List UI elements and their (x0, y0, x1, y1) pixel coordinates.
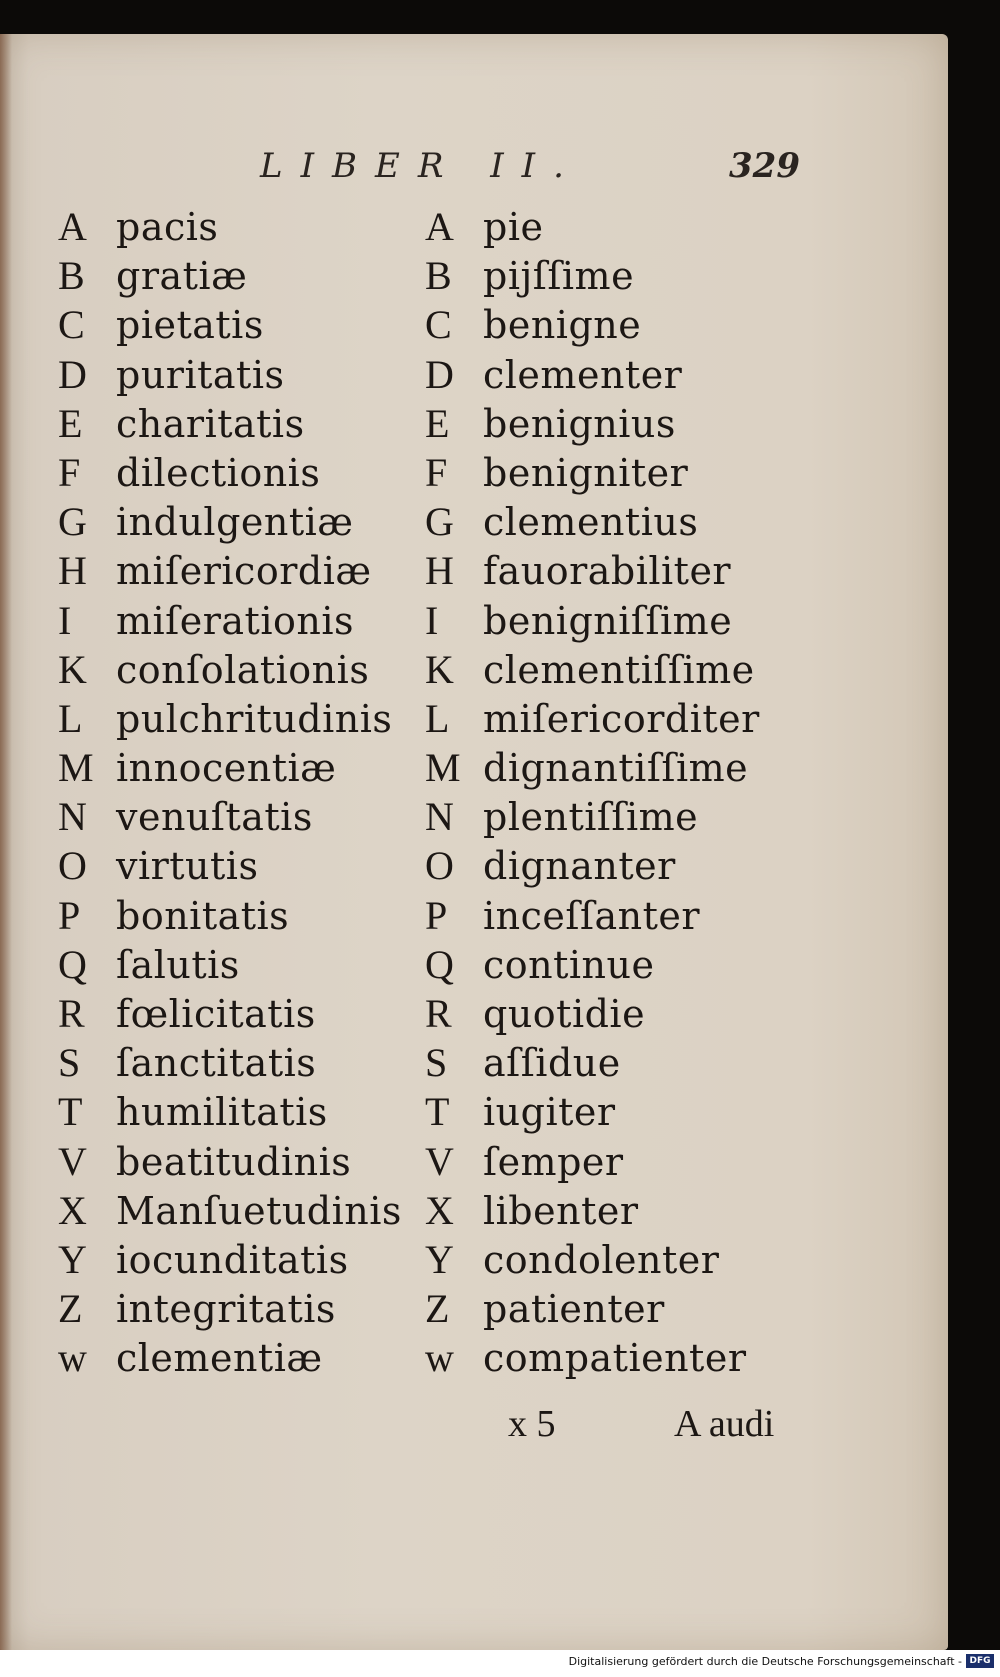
entry-word: beatitudinis (116, 1139, 352, 1184)
page-header (260, 146, 800, 190)
right-column-entry (425, 202, 805, 251)
entry-word: charitatis (116, 401, 305, 446)
right-column-entry (425, 596, 805, 645)
entry-word: pulchritudinis (116, 696, 393, 741)
entry-letter: T (58, 1089, 83, 1135)
entry-letter: A (425, 204, 454, 249)
right-column-entry (425, 989, 805, 1038)
entry-word: fœlicitatis (116, 992, 316, 1036)
right-column-entry (425, 448, 805, 497)
left-column-entry (58, 1137, 438, 1186)
left-column-entry (58, 891, 438, 940)
entry-word: indulgentiæ (116, 500, 354, 545)
entry-letter: Q (425, 941, 454, 987)
entry-letter: Q (58, 941, 87, 987)
entry-word: pietatis (116, 303, 264, 348)
left-column-entry (58, 792, 438, 841)
left-column-entry (58, 694, 438, 743)
left-column-entry (58, 1087, 438, 1136)
entry-letter: C (425, 302, 452, 348)
entry-word: ſalutis (116, 942, 240, 987)
entry-word: ſanctitatis (116, 1041, 317, 1086)
entry-word: bonitatis (116, 893, 290, 938)
right-column-entry (425, 694, 805, 743)
left-column-entry (58, 497, 438, 546)
right-column-entry (425, 841, 805, 890)
right-column-entry (425, 940, 805, 989)
left-column-entry (58, 1333, 438, 1382)
entry-word: pijſſime (483, 254, 635, 299)
left-column-entry (58, 841, 438, 890)
entry-letter: A (58, 204, 87, 249)
entry-letter: F (425, 449, 448, 495)
entry-letter: P (425, 892, 448, 938)
entry-letter: w (425, 1335, 454, 1381)
entry-word: conſolationis (116, 647, 370, 692)
entry-word: virtutis (116, 844, 259, 889)
entry-letter: Y (425, 1236, 454, 1282)
left-word-column (58, 202, 438, 1383)
right-column-entry (425, 1333, 805, 1382)
entry-letter: w (58, 1335, 87, 1381)
entry-word: patienter (483, 1287, 665, 1332)
entry-word: inceſſanter (483, 893, 701, 938)
left-column-entry (58, 251, 438, 300)
entry-word: continue (483, 942, 655, 987)
right-column-entry (425, 497, 805, 546)
entry-word: fauorabiliter (483, 549, 732, 594)
entry-word: innocentiæ (116, 746, 337, 791)
entry-word: clementer (483, 352, 683, 397)
entry-word: pacis (116, 205, 219, 249)
entry-letter: Z (58, 1286, 83, 1332)
entry-letter: T (425, 1089, 450, 1135)
entry-word: libenter (483, 1188, 639, 1233)
dfg-logo: DFG (966, 1654, 994, 1668)
entry-letter: L (425, 695, 450, 741)
left-column-entry (58, 448, 438, 497)
left-column-entry (58, 940, 438, 989)
signature-mark: x 5 (508, 1403, 556, 1445)
entry-letter: Y (58, 1236, 87, 1282)
entry-letter: I (425, 597, 439, 643)
left-column-entry (58, 743, 438, 792)
entry-word: pie (483, 205, 544, 249)
entry-word: plentiſſime (483, 795, 699, 840)
page-number: 329 (729, 146, 800, 186)
funding-credit: Digitalisierung gefördert durch die Deutsche Forschungsgemeinschaft - (568, 1655, 962, 1668)
right-column-entry (425, 1038, 805, 1087)
entry-word: benignius (483, 401, 676, 446)
entry-letter: E (58, 400, 83, 446)
entry-word: miſericordiæ (116, 549, 372, 594)
running-title: LIBER II. (260, 146, 582, 186)
right-column-entry (425, 743, 805, 792)
entry-letter: O (58, 843, 87, 889)
right-column-entry (425, 645, 805, 694)
entry-letter: C (58, 302, 85, 348)
entry-word: compatienter (483, 1336, 747, 1381)
entry-letter: V (58, 1138, 87, 1184)
right-column-entry (425, 1137, 805, 1186)
right-column-entry (425, 300, 805, 349)
entry-word: venuſtatis (116, 795, 313, 840)
catchline (508, 1402, 808, 1452)
right-column-entry (425, 891, 805, 940)
entry-letter: S (425, 1040, 448, 1086)
entry-letter: M (425, 745, 461, 791)
entry-word: aſſidue (483, 1041, 621, 1086)
entry-letter: I (58, 597, 72, 643)
entry-letter: S (58, 1040, 81, 1086)
digitization-footer (0, 1650, 1000, 1677)
right-column-entry (425, 1235, 805, 1284)
entry-word: dignantiſſime (483, 746, 749, 791)
entry-letter: N (58, 794, 87, 840)
entry-letter: B (425, 253, 452, 299)
entry-letter: K (425, 646, 454, 692)
left-column-entry (58, 645, 438, 694)
entry-word: clementiſſime (483, 647, 755, 692)
left-column-entry (58, 1284, 438, 1333)
entry-letter: H (425, 548, 454, 594)
right-column-entry (425, 792, 805, 841)
entry-letter: F (58, 449, 81, 495)
left-column-entry (58, 350, 438, 399)
entry-letter: G (425, 499, 454, 545)
entry-letter: E (425, 400, 450, 446)
entry-word: integritatis (116, 1287, 336, 1332)
entry-word: benigniter (483, 450, 689, 495)
left-column-entry (58, 1038, 438, 1087)
entry-letter: P (58, 892, 81, 938)
entry-word: Manſuetudinis (116, 1188, 402, 1233)
entry-letter: O (425, 843, 454, 889)
entry-letter: M (58, 745, 94, 791)
left-column-entry (58, 596, 438, 645)
right-column-entry (425, 399, 805, 448)
entry-word: iugiter (483, 1090, 616, 1135)
entry-letter: K (58, 646, 87, 692)
entry-word: iocunditatis (116, 1237, 349, 1282)
entry-letter: X (425, 1187, 454, 1233)
left-column-entry (58, 1186, 438, 1235)
entry-word: humilitatis (116, 1090, 328, 1135)
right-column-entry (425, 1186, 805, 1235)
entry-letter: V (425, 1138, 454, 1184)
entry-word: ſemper (483, 1139, 624, 1184)
right-column-entry (425, 1284, 805, 1333)
left-column-entry (58, 546, 438, 595)
left-column-entry (58, 1235, 438, 1284)
entry-word: puritatis (116, 352, 285, 397)
entry-word: clementiæ (116, 1336, 323, 1381)
entry-word: dilectionis (116, 450, 321, 495)
book-page (0, 34, 948, 1650)
entry-letter: D (58, 351, 87, 397)
entry-word: quotidie (483, 992, 646, 1036)
left-column-entry (58, 399, 438, 448)
entry-letter: L (58, 695, 83, 741)
entry-word: condolenter (483, 1237, 720, 1282)
entry-word: gratiæ (116, 254, 248, 299)
left-column-entry (58, 300, 438, 349)
entry-letter: R (425, 991, 452, 1036)
entry-word: benigniſſime (483, 598, 733, 643)
catchword: A audi (674, 1403, 775, 1445)
entry-letter: B (58, 253, 85, 299)
left-column-entry (58, 989, 438, 1038)
entry-word: clementius (483, 500, 699, 545)
right-column-entry (425, 546, 805, 595)
entry-word: miſerationis (116, 598, 354, 643)
entry-letter: Z (425, 1286, 450, 1332)
entry-letter: X (58, 1187, 87, 1233)
entry-letter: R (58, 991, 85, 1036)
entry-letter: G (58, 499, 87, 545)
entry-word: benigne (483, 303, 642, 348)
entry-letter: N (425, 794, 454, 840)
right-column-entry (425, 251, 805, 300)
entry-letter: D (425, 351, 454, 397)
left-column-entry (58, 202, 438, 251)
entry-word: miſericorditer (483, 696, 760, 741)
entry-word: dignanter (483, 844, 676, 889)
right-column-entry (425, 1087, 805, 1136)
right-column-entry (425, 350, 805, 399)
entry-letter: H (58, 548, 87, 594)
right-word-column (425, 202, 805, 1383)
